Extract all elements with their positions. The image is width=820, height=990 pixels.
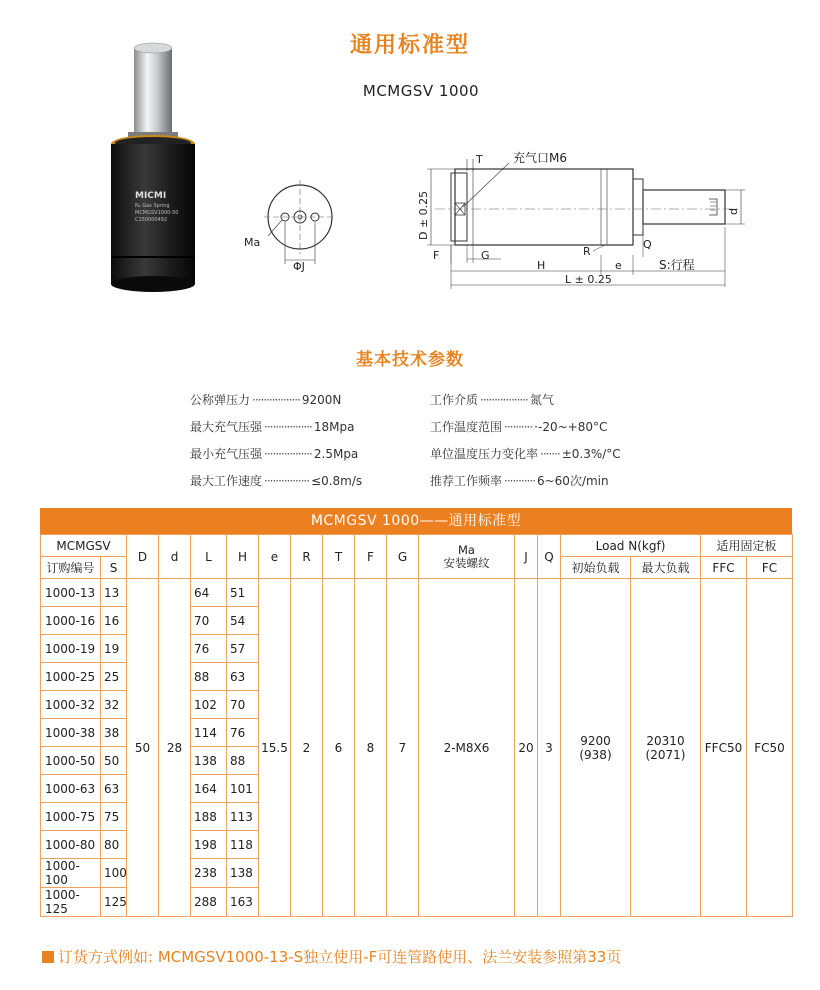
bullet-square-icon [42,951,54,963]
th-max-load: 最大负载 [631,557,701,579]
cell-order: 1000-32 [41,691,101,719]
spec-label: 公称弹压力 [190,393,251,407]
spec-item [190,472,430,489]
th-J: J [515,535,538,579]
cell-ma: 2-M8X6 [419,579,515,917]
th-ma-top: Ma [458,542,475,557]
rod-diameter-label: d [727,208,740,215]
spec-item [430,445,670,462]
cell-T: 6 [323,579,355,917]
cell-D: 50 [127,579,159,917]
cell-order: 1000-25 [41,663,101,691]
th-load: Load N(kgf) [561,535,701,557]
ma-label: Ma [244,236,261,249]
spec-value: 氮气 [529,393,554,407]
order-example-note [42,946,621,967]
cell-s: 50 [101,747,127,775]
cell-J: 20 [515,579,538,917]
cell-e: 15.5 [259,579,291,917]
spec-leader: ·········· [504,419,533,434]
spec-item [430,472,670,489]
r-label: R [583,245,591,258]
spec-label: 单位温度压力变化率 [430,447,539,461]
e-label: e [615,259,622,272]
spec-leader: ················· [252,392,300,407]
cell-order: 1000-38 [41,719,101,747]
g-label: G [481,249,490,262]
product-engraving-3: C150000492 [135,217,168,223]
cell-order: 1000-125 [41,888,101,917]
spec-leader: ················ [264,473,310,488]
th-d: d [159,535,191,579]
table-row [41,579,793,607]
cell-H: 54 [227,607,259,635]
cell-H: 118 [227,831,259,859]
cell-H: 138 [227,859,259,888]
spec-item [430,418,670,435]
cell-order: 1000-100 [41,859,101,888]
stroke-label: S:行程 [659,258,695,272]
cell-s: 80 [101,831,127,859]
spec-label: 最大充气压强 [190,420,263,434]
cell-order: 1000-16 [41,607,101,635]
spec-table [40,508,792,917]
cell-Q: 3 [538,579,561,917]
initial-load-n: 9200 [580,733,611,748]
cell-H: 51 [227,579,259,607]
port-label: 充气口M6 [513,151,567,165]
spec-item [190,418,430,435]
th-L: L [191,535,227,579]
th-Q: Q [538,535,561,579]
spec-value: ≤0.8m/s [311,473,363,488]
cell-order: 1000-80 [41,831,101,859]
cell-L: 164 [191,775,227,803]
cell-s: 19 [101,635,127,663]
spec-leader: ······· [540,446,560,461]
cell-L: 238 [191,859,227,888]
cell-order: 1000-63 [41,775,101,803]
cell-L: 76 [191,635,227,663]
spec-item [430,391,670,408]
product-engraving-2: MCMGSV1000-50 [135,210,179,216]
cell-R: 2 [291,579,323,917]
cell-G: 7 [387,579,419,917]
th-order-no: 订购编号 [41,557,101,579]
cell-L: 64 [191,579,227,607]
q-label: Q [643,238,652,251]
cell-L: 198 [191,831,227,859]
cell-order: 1000-13 [41,579,101,607]
cell-order: 1000-50 [41,747,101,775]
cell-L: 138 [191,747,227,775]
spec-leader: ··········· [504,473,535,488]
cell-s: 63 [101,775,127,803]
front-view-diagram [240,170,360,280]
cell-H: 163 [227,888,259,917]
cell-max-load [631,579,701,917]
cell-fc: FC50 [747,579,793,917]
cell-L: 114 [191,719,227,747]
th-fc: FC [747,557,793,579]
cell-H: 101 [227,775,259,803]
cell-L: 102 [191,691,227,719]
spec-label: 工作温度范围 [430,420,503,434]
model-name: MCMGSV 1000 [362,82,480,100]
max-load-n: 20310 [646,733,685,748]
cell-s: 100 [101,859,127,888]
th-F: F [355,535,387,579]
cell-L: 188 [191,803,227,831]
table-title: MCMGSV 1000——通用标准型 [40,508,792,534]
cell-s: 75 [101,803,127,831]
cell-s: 125 [101,888,127,917]
spec-row [190,467,670,494]
spec-label: 推荐工作频率 [430,474,503,488]
phi-j-label: ΦJ [293,260,305,273]
cell-s: 38 [101,719,127,747]
cell-L: 70 [191,607,227,635]
cell-L: 288 [191,888,227,917]
spec-leader: ················· [264,446,312,461]
spec-value: ·-20~+80°C [534,419,608,434]
cell-ffc: FFC50 [701,579,747,917]
cell-F: 8 [355,579,387,917]
cell-s: 16 [101,607,127,635]
cell-initial-load [561,579,631,917]
cell-d: 28 [159,579,191,917]
cell-order: 1000-75 [41,803,101,831]
th-series: MCMGSV [41,535,127,557]
product-engraving-1: N₂ Gas Spring [135,203,170,209]
initial-load-kgf: (938) [579,747,612,762]
spec-row [190,440,670,467]
f-label: F [433,249,440,262]
cell-L: 88 [191,663,227,691]
spec-label: 最大工作速度 [190,474,263,488]
spec-row [190,386,670,413]
th-ma [419,535,515,579]
specs-list [190,386,670,494]
dimension-table [40,534,793,917]
max-load-kgf: (2071) [645,747,686,762]
cell-H: 70 [227,691,259,719]
t-label: T [476,153,483,166]
cell-order: 1000-19 [41,635,101,663]
th-initial-load: 初始负载 [561,557,631,579]
spec-value: ±0.3%/°C [561,446,621,461]
spec-leader: ················· [264,419,312,434]
th-s: S [101,557,127,579]
specs-heading: 基本技术参数 [356,350,464,370]
th-e: e [259,535,291,579]
cell-s: 13 [101,579,127,607]
cell-H: 88 [227,747,259,775]
th-H: H [227,535,259,579]
th-ma-bottom: 安装螺纹 [443,555,490,570]
d-tolerance-label: D ± 0.25 [417,190,430,240]
cell-s: 32 [101,691,127,719]
th-D: D [127,535,159,579]
spec-leader: ················· [480,392,528,407]
page-title: 通用标准型 [349,33,470,58]
product-logo: MICMI [135,191,167,201]
order-example-text: 订货方式例如: MCMGSV1000-13-S独立使用-F可连管路使用、法兰安装参照第33页 [58,948,622,966]
spec-value: 9200N [301,392,342,407]
spec-value: 6~60次/min [536,474,609,488]
spec-label: 最小充气压强 [190,447,263,461]
cell-H: 76 [227,719,259,747]
th-plate: 适用固定板 [701,535,793,557]
h-label: H [537,259,546,272]
spec-value: 18Mpa [313,419,355,434]
th-G: G [387,535,419,579]
spec-label: 工作介质 [430,393,479,407]
cell-s: 25 [101,663,127,691]
cell-H: 63 [227,663,259,691]
spec-item [190,391,430,408]
spec-value: 2.5Mpa [313,446,359,461]
gas-spring-photo [100,40,210,300]
cell-H: 113 [227,803,259,831]
spec-item [190,445,430,462]
side-view-diagram [405,145,750,295]
l-tolerance-label: L ± 0.25 [565,273,612,286]
th-ffc: FFC [701,557,747,579]
th-T: T [323,535,355,579]
th-R: R [291,535,323,579]
spec-row [190,413,670,440]
cell-H: 57 [227,635,259,663]
